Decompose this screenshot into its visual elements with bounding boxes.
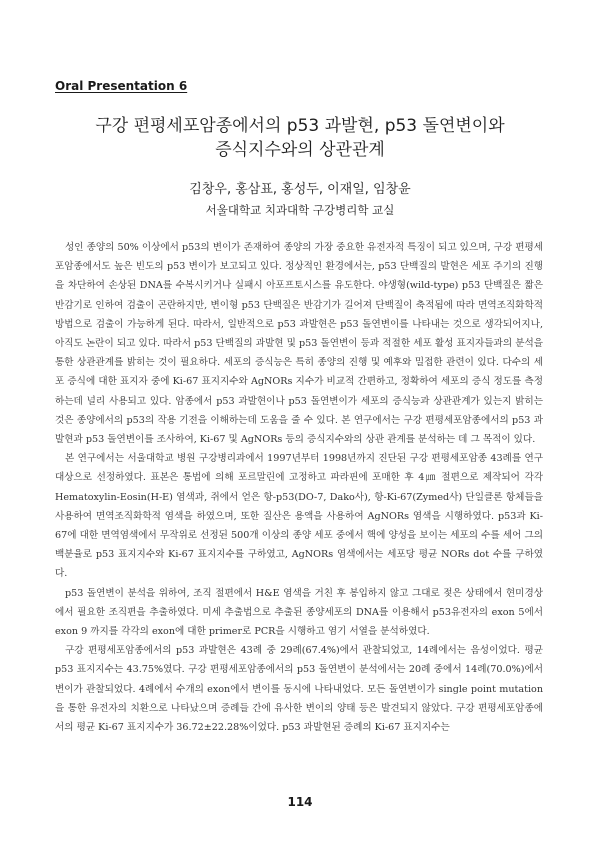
paragraph-methods: 본 연구에서는 서울대학교 병원 구강병리과에서 1997년부터 1998년까지 진단된 구강 편평세포암종 43례를 연구 대상으로 선정하였다. 표본은 통법에 의해 포르말린에 고정하고 파라핀에 포매한 후 4㎛ 절편으로 제작되어 각각 Hematoxylin-Eosin(H-E) 염색과, 쥐에서 얻은 항-p53(DO-7, Dako사), 항-Ki-67(Zymed사) 단일클론 항체들을 사용하여 면역조직화학적 염색을 하였으며, 또한 질산은 용액을 사용하여 AgNORs 염색을 시행하였다. p53과 Ki-67에 대한 면역염색에서 무작위로 선정된 500개 이상의 종양 세포 중에서 핵에 양성을 보이는 세포의 수를 세어 그의 백분율로 p53 표지지수와 Ki-67 표지지수를 구하였고, AgNORs 염색에서는 세포당 평균 NORs dot 수를 구하였다. — [55, 453, 543, 580]
paragraph-results: 구강 편평세포암종에서의 p53 과발현은 43례 중 29례(67.4%)에서 관찰되었고, 14례에서는 음성이었다. 평균 p53 표지지수는 43.75%였다. 구강 편평세포암종에서의 p53 돌연변이 분석에서는 20례 중에서 14례(70.0%)에서 변이가 관찰되었다. 4례에서 수개의 exon에서 변이를 동시에 나타내었다. 모든 돌연변이가 single point mutation을 통한 유전자의 치환으로 나타났으며 증례들 간에 유사한 변이의 양태 등은 발견되지 않았다. 구강 편평세포암종에서의 평균 Ki-67 표지지수가 36.72±22.28%이었다. p53 과발현된 증례의 Ki-67 표지지수는 — [55, 645, 543, 734]
author-list: 김창우, 홍삼표, 홍성두, 이재일, 임창윤 — [189, 182, 411, 197]
paper-title — [0, 114, 600, 162]
paragraph-mutation-analysis: p53 돌연변이 분석을 위하여, 조직 절편에서 H&E 염색을 거친 후 봉입하지 않고 그대로 젖은 상태에서 현미경상에서 필요한 조직편을 추출하였다. 미세 추출법으로 추출된 종양세포의 DNA를 이용해서 p53유전자의 exon 5에서 exon 9 까지를 각각의 exon에 대한 primer로 PCR을 시행하고 염기 서열을 분석하였다. — [55, 587, 543, 638]
abstract-body — [55, 238, 543, 737]
title-line-2: 증식지수와의 상관관계 — [215, 140, 385, 160]
paragraph-intro: 성인 종양의 50% 이상에서 p53의 변이가 존재하여 종양의 가장 중요한 유전자적 특징이 되고 있으며, 구강 편평세포암종에서도 높은 빈도의 p53 변이가 보고되고 있다. 정상적인 환경에서는, p53 단백질의 발현은 세포 주기의 진행을 차단하여 손상된 DNA를 수복시키거나 실패시 아포프토시스를 유도한다. 야생형(wild-type) p53 단백질은 짧은 반감기로 인하여 검출이 곤란하지만, 변이형 p53 단백질은 반감기가 길어져 단백질이 축적됨에 따라 면역조직화학적 방법으로 검출이 가능하게 된다. 따라서, 일반적으로 p53 과발현은 p53 돌연변이를 나타내는 것으로 생각되어지나, 아직도 논란이 되고 있다. 따라서 p53 단백질의 과발현 및 p53 돌연변이 등과 적절한 세포 활성 표지자들과의 분석을 통한 상관관계를 밝히는 것이 필요하다. 세포의 증식능은 특히 종양의 진행 및 예후와 밀접한 관련이 있다. 다수의 세포 증식에 대한 표지자 중에 Ki-67 표지지수와 AgNORs 지수가 비교적 간편하고, 정확하여 세포의 증식 정도를 측정하는데 널리 사용되고 있다. 암종에서 p53 과발현이나 p53 돌연변이가 세포의 증식능과 상관관계가 있는지 밝히는 것은 종양에서의 p53의 작용 기전을 이해하는데 도움을 줄 수 있다. 본 연구에서는 구강 편평세포암종에서의 p53 과발현과 p53 돌연변이를 조사하여, Ki-67 및 AgNORs 등의 증식지수와의 상관 관계를 분석하는 데 그 목적이 있다. — [55, 242, 543, 446]
title-line-1: 구강 편평세포암종에서의 p53 과발현, p53 돌연변이와 — [95, 116, 505, 136]
page-number: 114 — [287, 795, 313, 809]
section-label: Oral Presentation 6 — [55, 79, 188, 93]
affiliation: 서울대학교 치과대학 구강병리학 교실 — [205, 203, 395, 217]
